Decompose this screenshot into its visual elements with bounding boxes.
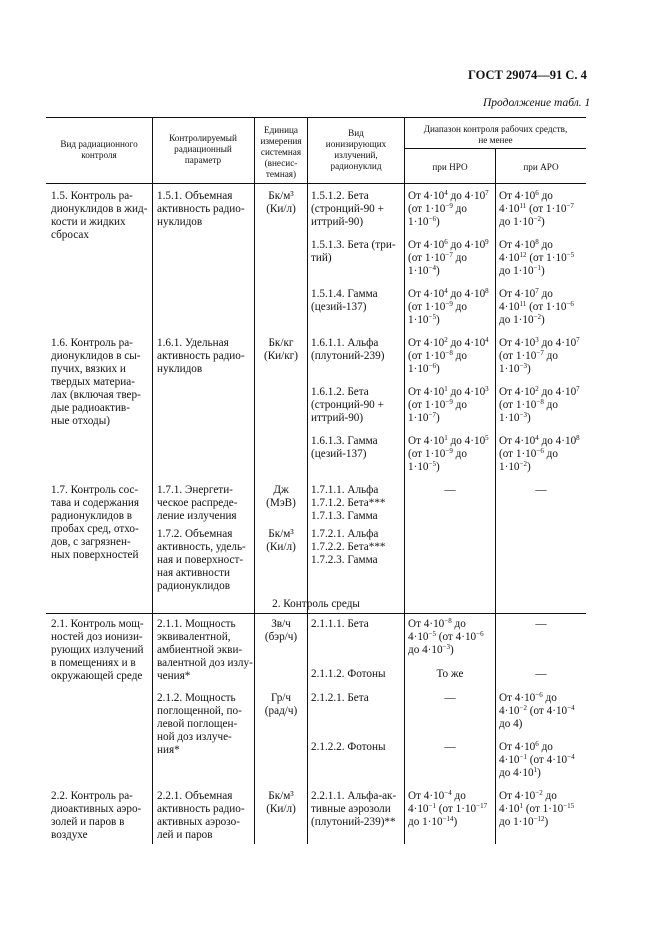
cell-radiation: 1.6.1.3. Гамма (цезий-137): [311, 435, 378, 460]
cell-range-npo: От $4\cdot 10^4$ до $4\cdot 10^7$ (от $1\cdot 10^{-9}$ до $1\cdot 10^{-6}$): [408, 189, 489, 228]
cell-range-npo: От $4\cdot 10^4$ до $4\cdot 10^8$ (от $1\cdot 10^{-9}$ до $1\cdot 10^{-5}$): [408, 287, 489, 326]
cell-range-npo: От $4\cdot 10^6$ до $4\cdot 10^9$ (от $1\cdot 10^{-7}$ до $1\cdot 10^{-4}$): [408, 238, 489, 277]
cell-type: 2.2. Контроль ра- диоактивных аэро- золей и паров в воздухе: [51, 790, 142, 841]
cell-range-npo: От $4\cdot 10^{-4}$ до $4\cdot 10^{-1}$ (от $1\cdot 10^{-17}$ до $1\cdot 10^{-14}$): [408, 789, 488, 828]
cell-param: 2.1.2. Мощность поглощенной, по- левой поглощен- ной доз излуче- ния*: [157, 692, 242, 756]
cell-range-aro: От $4\cdot 10^{-2}$ до $4\cdot 10^1$ (от $1\cdot 10^{-15}$ до $1\cdot 10^{-12}$): [499, 789, 575, 828]
column-header-aro: при АРО: [523, 162, 559, 172]
cell-range-npo: —: [444, 741, 456, 753]
cell-range-npo: От $4\cdot 10^2$ до $4\cdot 10^4$ (от $1\cdot 10^{-8}$ до $1\cdot 10^{-6}$): [408, 336, 489, 375]
cell-radiation: 2.1.1.2. Фотоны: [311, 668, 386, 680]
cell-range-npo: —: [444, 692, 456, 704]
column-header-param: Контролируемый радиационный параметр: [169, 133, 237, 165]
cell-param: 1.5.1. Объемная активность радио- нуклидов: [157, 190, 245, 228]
cell-range-npo: От $4\cdot 10^1$ до $4\cdot 10^5$ (от $1\cdot 10^{-9}$ до $1\cdot 10^{-5}$): [408, 434, 489, 473]
table-top-rule: [46, 117, 586, 118]
cell-type: 1.7. Контроль сос- тава и содержания радионуклидов в пробах сред, отхо- дов, с загрязнен- ных поверхностей: [51, 484, 139, 561]
cell-radiation: 1.5.1.4. Гамма (цезий-137): [311, 288, 378, 313]
cell-radiation: 1.6.1.2. Бета (стронций-90 + иттрий-90): [311, 386, 384, 424]
cell-unit: Гр/ч (рад/ч): [264, 692, 298, 717]
section-title: 2. Контроль среды: [272, 598, 360, 610]
section-rule: [46, 613, 586, 614]
cell-range-aro: От $4\cdot 10^6$ до $4\cdot 10^{11}$ (от $1\cdot 10^{-7}$ до $1\cdot 10^{-2}$): [499, 189, 574, 228]
cell-param: 1.6.1. Удельная активность радио- нуклидов: [157, 337, 245, 375]
cell-range-npo: —: [444, 484, 456, 496]
column-header-radiation: Вид ионизирующих излучений, радионуклид: [325, 128, 387, 171]
col-divider: [254, 117, 255, 844]
cell-unit: Дж (МэВ): [266, 484, 296, 509]
cell-range-aro: От $4\cdot 10^2$ до $4\cdot 10^7$ (от $1\cdot 10^{-8}$ до $1\cdot 10^{-3}$): [499, 385, 580, 424]
table-continuation: Продолжение табл. 1: [483, 97, 591, 109]
cell-range-aro: —: [535, 668, 547, 680]
cell-range-npo: От $4\cdot 10^{-8}$ до $4\cdot 10^{-5}$ (от $4\cdot 10^{-6}$ до $4\cdot 10^{-3}$): [408, 617, 484, 656]
cell-unit: Бк/м³ (Ки/л): [266, 528, 296, 553]
cell-unit: Зв/ч (бэр/ч): [264, 618, 298, 643]
cell-radiation: 2.2.1.1. Альфа-ак- тивные аэрозоли (плутоний-239)**: [311, 790, 397, 828]
col-divider: [307, 117, 308, 844]
cell-param: 2.2.1. Объемная активность радио- активных аэрозо- лей и паров: [157, 790, 245, 841]
cell-param: 1.7.2. Объемная активность, удель- ная и поверхност- ная активности радионуклидов: [157, 528, 246, 592]
column-header-unit: Единица измерения системная (внесис- темная): [260, 125, 302, 179]
cell-range-aro: От $4\cdot 10^6$ до $4\cdot 10^{-1}$ (от $4\cdot 10^{-4}$ до $4\cdot 10^1$): [499, 740, 575, 779]
cell-param: 1.7.1. Энергети- ческое распреде- ление излучения: [157, 484, 238, 522]
cell-type: 2.1. Контроль мощ- ностей доз ионизи- рующих излучений в помещениях и в окружающей среде: [51, 618, 144, 682]
cell-radiation: 2.1.2.1. Бета: [311, 692, 369, 704]
cell-range-aro: —: [535, 618, 547, 630]
column-header-type: Вид радиационного контроля: [60, 139, 138, 160]
cell-radiation: 1.5.1.2. Бета (стронций-90 + иттрий-90): [311, 190, 384, 228]
cell-range-npo: То же: [436, 668, 464, 680]
cell-unit: Бк/кг (Ки/кг): [263, 337, 299, 362]
cell-range-aro: От $4\cdot 10^4$ до $4\cdot 10^8$ (от $1\cdot 10^{-6}$ до $1\cdot 10^{-2}$): [499, 434, 580, 473]
cell-range-npo: От $4\cdot 10^1$ до $4\cdot 10^3$ (от $1\cdot 10^{-9}$ до $1\cdot 10^{-7}$): [408, 385, 489, 424]
cell-unit: Бк/м³ (Ки/л): [266, 790, 296, 815]
col-divider: [404, 117, 405, 844]
cell-range-aro: От $4\cdot 10^7$ до $4\cdot 10^{11}$ (от $1\cdot 10^{-6}$ до $1\cdot 10^{-2}$): [499, 287, 574, 326]
column-header-npo: при НРО: [432, 162, 468, 172]
cell-param: 2.1.1. Мощность эквивалентной, амбиентной экви- валентной доз излу- чения*: [157, 618, 253, 682]
cell-radiation: 1.6.1.1. Альфа (плутоний-239): [311, 337, 385, 362]
cell-type: 1.5. Контроль ра- дионуклидов в жид- кости и жидких сбросах: [51, 190, 148, 241]
cell-range-aro: От $4\cdot 10^8$ до $4\cdot 10^{12}$ (от $1\cdot 10^{-5}$ до $1\cdot 10^{-1}$): [499, 238, 575, 277]
document-code: ГОСТ 29074—91 С. 4: [468, 68, 587, 82]
cell-radiation: 1.7.2.1. Альфа 1.7.2.2. Бета*** 1.7.2.3. Гамма: [311, 528, 386, 566]
cell-range-aro: —: [535, 484, 547, 496]
cell-range-aro: От $4\cdot 10^3$ до $4\cdot 10^7$ (от $1\cdot 10^{-7}$ до $1\cdot 10^{-3}$): [499, 336, 580, 375]
cell-type: 1.6. Контроль ра- дионуклидов в сы- пучих, вязких и твердых материа- лах (включая твер- дые радиоактив- ные отходы): [51, 337, 141, 427]
column-header-range: Диапазон контроля рабочих средств, не менее: [423, 124, 568, 145]
header-bottom-rule: [46, 183, 586, 184]
col-divider: [152, 117, 153, 844]
cell-radiation: 1.5.1.3. Бета (три- тий): [311, 239, 396, 264]
cell-radiation: 2.1.2.2. Фотоны: [311, 741, 386, 753]
cell-radiation: 2.1.1.1. Бета: [311, 618, 369, 630]
cell-radiation: 1.7.1.1. Альфа 1.7.1.2. Бета*** 1.7.1.3. Гамма: [311, 484, 386, 522]
cell-unit: Бк/м³ (Ки/л): [266, 190, 296, 215]
cell-range-aro: От $4\cdot 10^{-6}$ до $4\cdot 10^{-2}$ (от $4\cdot 10^{-4}$ до 4): [499, 691, 575, 730]
